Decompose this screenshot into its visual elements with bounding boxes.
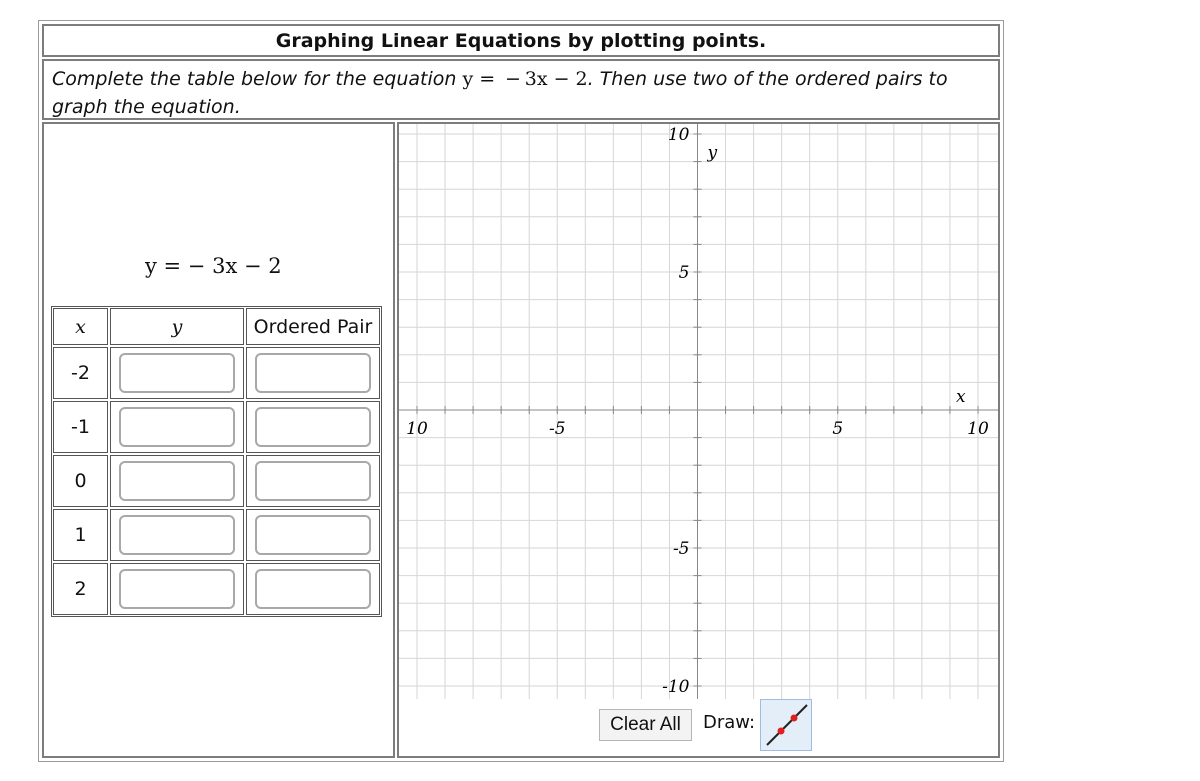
axes — [399, 124, 998, 699]
x-tick-label: 5 — [832, 419, 844, 439]
y-input[interactable] — [119, 407, 235, 447]
table-row — [52, 454, 381, 508]
x-axis-label: x — [956, 387, 966, 407]
x-value: 1 — [53, 509, 108, 561]
equation-label: y = − 3x − 2 — [145, 254, 282, 278]
y-tick-label: -5 — [672, 539, 690, 559]
header-y: y — [110, 308, 244, 345]
pair-cell — [246, 563, 380, 615]
line-segment-tool-icon — [761, 700, 811, 750]
table-row — [52, 562, 381, 616]
header-x: x — [53, 308, 108, 345]
y-input[interactable] — [119, 569, 235, 609]
y-input[interactable] — [119, 353, 235, 393]
page-title — [42, 24, 1000, 57]
x-tick-label: 10 — [967, 419, 989, 439]
draw-label: Draw: — [703, 712, 756, 733]
x-value: 0 — [53, 455, 108, 507]
pair-cell — [246, 347, 380, 399]
header-ordered-pair: Ordered Pair — [246, 308, 380, 345]
table-row — [52, 400, 381, 454]
line-segment-tool-button[interactable] — [760, 699, 812, 751]
ordered-pair-input[interactable] — [255, 461, 371, 501]
pair-cell — [246, 509, 380, 561]
y-cell — [110, 455, 244, 507]
table-row — [52, 508, 381, 562]
coordinate-plane[interactable] — [399, 124, 998, 699]
ordered-pair-input[interactable] — [255, 515, 371, 555]
y-cell — [110, 563, 244, 615]
page-title-text: Graphing Linear Equations by plotting points. — [275, 29, 767, 52]
y-tick-label: -10 — [662, 677, 690, 697]
grid-lines — [399, 124, 998, 699]
instructions-text-before: Complete the table below for the equation — [52, 68, 463, 90]
instructions-equation: y = − 3x − 2 — [462, 68, 588, 90]
y-input[interactable] — [119, 515, 235, 555]
table-row — [52, 346, 381, 400]
ordered-pair-input[interactable] — [255, 407, 371, 447]
x-value: -1 — [53, 401, 108, 453]
ordered-pair-input[interactable] — [255, 353, 371, 393]
ordered-pair-input[interactable] — [255, 569, 371, 609]
y-tick-label: 5 — [678, 263, 690, 283]
x-tick-label: -5 — [548, 419, 566, 439]
y-cell — [110, 347, 244, 399]
x-tick-label: 10 — [406, 419, 428, 439]
y-axis-label: y — [707, 143, 718, 163]
y-cell — [110, 509, 244, 561]
y-cell — [110, 401, 244, 453]
x-value: -2 — [53, 347, 108, 399]
y-tick-label: 10 — [667, 125, 690, 145]
values-table — [51, 306, 382, 617]
y-input[interactable] — [119, 461, 235, 501]
table-header-row — [52, 307, 381, 346]
clear-all-button[interactable]: Clear All — [599, 709, 692, 741]
pair-cell — [246, 401, 380, 453]
instructions-text-after: . Then use two of the ordered pairs to graph the equation. — [52, 68, 948, 118]
instructions — [42, 59, 1000, 120]
pair-cell — [246, 455, 380, 507]
x-value: 2 — [53, 563, 108, 615]
